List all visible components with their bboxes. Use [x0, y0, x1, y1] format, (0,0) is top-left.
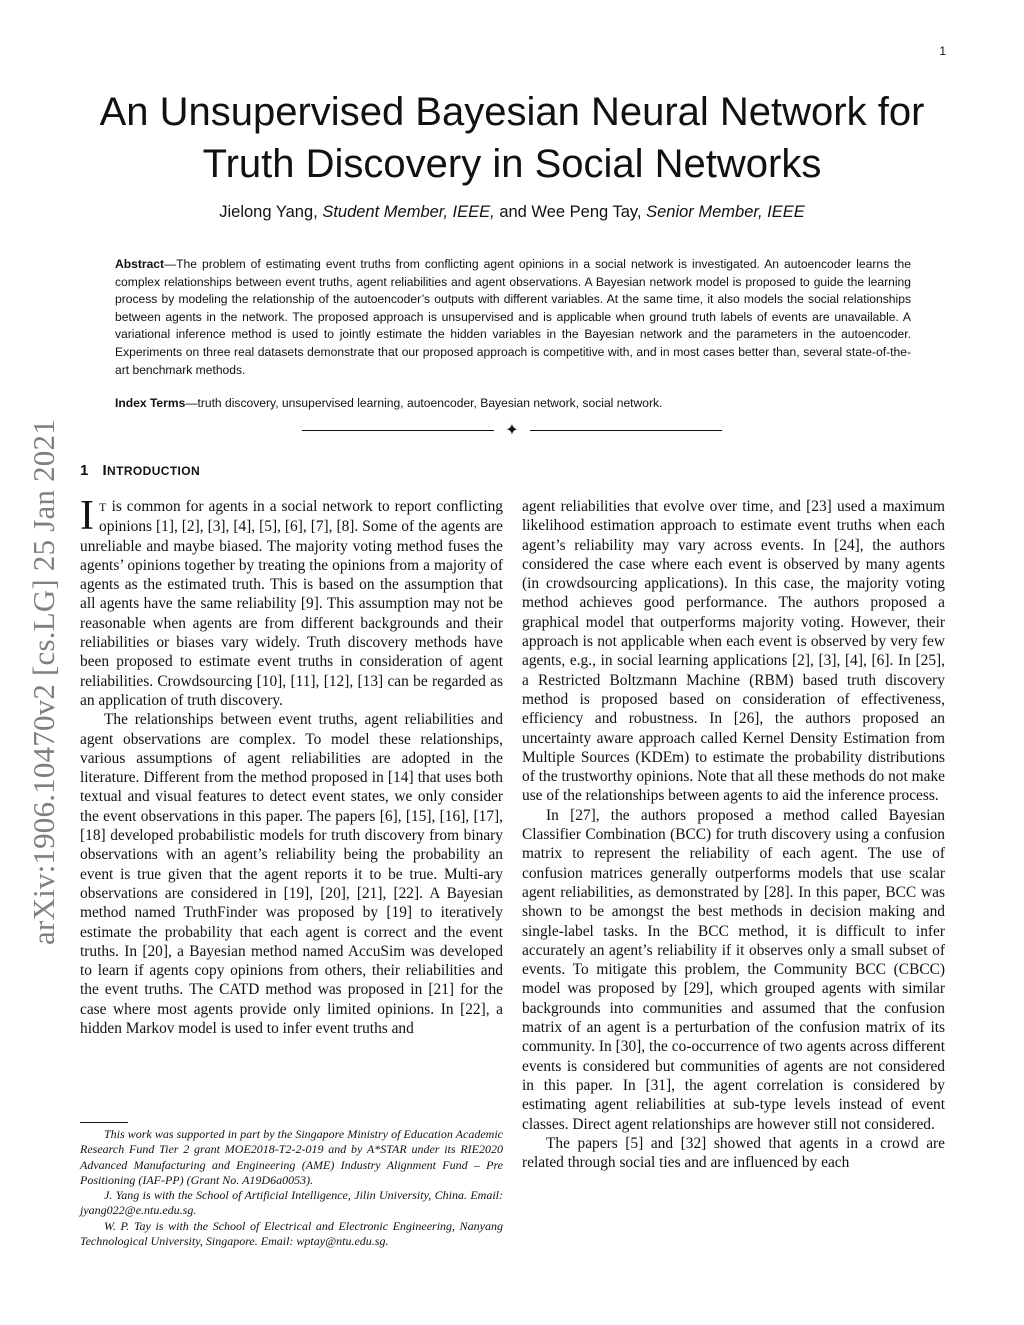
footnote-funding: This work was supported in part by the Singapore Ministry of Education Academic Research Fund Tier 2 grant MOE2018-T2-2-019 and by A*STAR under its RIE2020 Advanced Manufacturing and Engineering (AME) Industry Alignment Fund – Pre Positioning (IAF-PP) (Grant No. A19D6a0053). [80, 1127, 503, 1187]
paper-title [60, 86, 964, 190]
footnote-rule [80, 1122, 128, 1123]
title-line-1: An Unsupervised Bayesian Neural Network for [99, 90, 925, 134]
separator-rule-left [302, 430, 494, 431]
title-line-2: Truth Discovery in Social Networks [202, 142, 822, 186]
right-paragraph-1: agent reliabilities that evolve over time, and [23] used a maximum likelihood estimation approach to estimate event truths when each agent’s reliability may vary across events. In [24], the authors considered the case where each event is observed by many agents (in crowdsourcing applications). In this case, the majority voting method achieves good performance. The authors proposed a graphical model that outperforms majority voting. However, their approach is not applicable when each event is observed by very few agents, e.g., in social learning applications [2], [3], [4], [6]. In [25], a Restricted Boltzmann Machine (RBM) based truth discovery method is proposed based on consideration of effectiveness, efficiency and robustness. In [26], the authors proposed an uncertainty aware approach called Kernel Density Estimation from Multiple Sources (KDEm) to estimate the probability distributions of the trustworthy opinions. Note that all these methods do not make use of the relationships between agents to aid the inference process. [522, 498, 945, 805]
drop-cap: I [80, 493, 94, 539]
right-column [522, 497, 945, 1172]
separator-diamond-icon: ✦ [505, 422, 519, 439]
page-number: 1 [939, 44, 946, 58]
footnotes [80, 1127, 503, 1249]
left-paragraph-1-text: is common for agents in a social network to report conflicting opinions [1], [2], [3], [4], [5], [6], [7], [8]. Some of the agents are unreliable and maybe biased. The majority voting method fuses the agents’ opinions together by treating the opinions from a majority of agents as the estimated truth. This is based on the assumption that all agents have the same reliability [9]. This assumption may not be reasonable when agents are from different backgrounds and their reliabilities or biases vary widely. Truth discovery methods have been proposed to estimate event truths in consideration of agent reliabilities. Crowdsourcing [10], [11], [12], [13] can be regarded as an application of truth discovery. [80, 498, 503, 709]
author-joiner: and Wee Peng Tay, [494, 203, 647, 221]
author-2-role: Senior Member, IEEE [646, 203, 805, 221]
left-paragraph-1 [80, 493, 503, 710]
index-terms-label: Index Terms [115, 396, 186, 410]
index-terms-text: —truth discovery, unsupervised learning, autoencoder, Bayesian network, social network. [185, 396, 663, 410]
arxiv-identifier: arXiv:1906.10470v2 [cs.LG] 25 Jan 2021 [26, 419, 61, 945]
left-column [80, 493, 503, 1038]
drop-cap-smallcaps: T [99, 500, 107, 514]
footnote-author-1: J. Yang is with the School of Artificial Intelligence, Jilin University, China. Email: jyang022@e.ntu.edu.sg. [80, 1188, 503, 1218]
footnote-author-2: W. P. Tay is with the School of Electrical and Electronic Engineering, Nanyang Technological University, Singapore. Email: wptay@ntu.edu.sg. [80, 1218, 503, 1249]
right-paragraph-3: The papers [5] and [32] showed that agents in a crowd are related through social ties and are influenced by each [522, 1134, 945, 1172]
author-line [60, 203, 964, 222]
separator-rule-right [530, 430, 722, 431]
index-terms [115, 396, 911, 410]
author-1-role: Student Member, IEEE, [322, 203, 495, 221]
left-paragraph-2: The relationships between event truths, agent reliabilities and agent observations are complex. To model these relationships, various assumptions of agent reliabilities are adopted in the literature. Different from the method proposed in [14] that uses both textual and visual features to detect event states, we only consider the event observations in this paper. The papers [6], [15], [16], [17], [18] developed probabilistic models for truth discovery from binary observations with an agent’s reliability being the probability an event is true given that the agent reports it to be true. Multi-ary observations are considered in [19], [20], [21], [22]. A Bayesian method named TruthFinder was proposed by [19] to iteratively estimate the probability that each agent is correct and the event truths. In [20], a Bayesian method named AccuSim was developed to learn if agents copy opinions from others, their reliabilities and the event truths. The CATD method was proposed in [21] for the case where most agents provide only limited opinions. In [22], a hidden Markov model is used to infer event truths and [80, 711, 503, 1038]
section-separator [302, 422, 722, 440]
author-1-name: Jielong Yang, [219, 203, 323, 221]
section-title-rest: NTRODUCTION [107, 464, 201, 478]
abstract [115, 256, 911, 379]
right-paragraph-2: In [27], the authors proposed a method called Bayesian Classifier Combination (BCC) for truth discovery using a confusion matrix to represent the reliability of each agent. The use of confusion matrices generally outperforms models that use scalar agent reliabilities, as demonstrated by [28]. In this paper, BCC was shown to be amongst the best methods in decision making and single-label tasks. In the BCC method, it is difficult to infer accurately an agent’s reliability if it observes only a small subset of events. To mitigate this problem, the Community BCC (CBCC) model was proposed by [29], which grouped agents with similar backgrounds into communities and assumed that the confusion matrix of an agent is a perturbation of the confusion matrix of its community. In [30], the co-occurrence of two agents across different events is considered but communities of agents are not considered in this paper. In [31], the agent correlation is considered by estimating agent reliabilities at sub-type levels instead of event classes. Direct agent relationships are however still not considered. [522, 806, 945, 1133]
abstract-label: Abstract [115, 257, 165, 271]
section-heading-introduction [80, 462, 200, 479]
section-title-initial: I [102, 462, 108, 479]
abstract-text: —The problem of estimating event truths from conflicting agent opinions in a social network is investigated. An autoencoder learns the complex relationships between event truths, agent reliabilities and agent observations. A Bayesian network model is proposed to guide the learning process by modeling the relationship of the autoencoder’s outputs with different variables. At the same time, it also models the social relationships between agents in the network. The proposed approach is unsupervised and is applicable when ground truth labels of events are unavailable. A variational inference method is used to jointly estimate the hidden variables in the Bayesian network and the parameters in the autoencoder. Experiments on three real datasets demonstrate that our proposed approach is competitive with, and in most cases better than, several state-of-the-art benchmark methods. [115, 257, 911, 377]
section-number: 1 [80, 462, 89, 479]
